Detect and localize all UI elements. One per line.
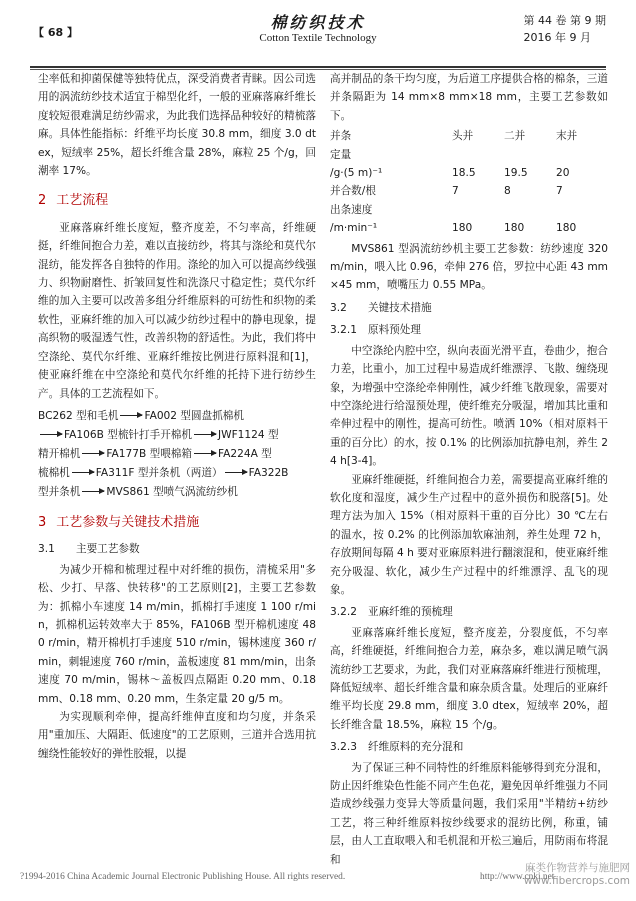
section-3-1-number: 3.1: [38, 543, 55, 556]
section-3-2-1-paragraph-1: 中空涤纶内腔中空，纵向表面光滑平直，卷曲少，抱合力差，比重小，加工过程中易造成纤维漂浮、飞散、缠绕现象，为增强中空涤纶牵伸刚性，减少纤维飞散现象，需要对中空涤纶进行给湿预处理，使纤维充分吸湿，增加其比重和牵伸过程中的刚性，提高可纺性。喷洒 10%（相对原料干重的百分比）的水，按 0.1% 的比例添加抗静电剂，养生 24 h[3-4]。: [330, 344, 608, 468]
page-number: 【 68 】: [33, 26, 78, 39]
flow-step: 精开棉机: [38, 447, 81, 460]
right-column: [330, 70, 608, 869]
section-2-heading: [38, 192, 316, 210]
section-3-2-1-heading: [330, 321, 608, 339]
arrow-icon: [82, 491, 104, 492]
page-header: [0, 8, 636, 68]
table-cell: /m·min⁻¹: [330, 222, 378, 235]
flow-line-5: [38, 483, 316, 502]
left-column: [38, 70, 316, 763]
section-3-number: 3: [38, 514, 47, 530]
table-cell: /g·(5 m)⁻¹: [330, 167, 383, 180]
volume-issue: 第 44 卷 第 9 期: [523, 14, 606, 27]
table-cell: [504, 146, 556, 164]
table-header-row: [330, 127, 608, 145]
table-cell: 并合数/根: [330, 185, 376, 198]
arrow-icon: [225, 472, 247, 473]
issue-info: [524, 12, 606, 46]
copyright-notice: ?1994-2016 China Academic Journal Electronic Publishing House. All rights reserved.: [20, 872, 346, 882]
watermark-cn: 麻类作物营养与施肥网: [525, 862, 630, 874]
table-cell: 180: [452, 222, 473, 235]
table-cell: [504, 201, 556, 219]
flow-step: 梳棉机: [38, 466, 70, 479]
table-row: [330, 201, 608, 219]
section-3-2-2-paragraph: 亚麻落麻纤维长度短，整齐度差，分裂度低，不匀率高，纤维硬挺，纤维间抱合力差，麻杂多，难以满足喷气涡流纺纱工艺要求，为此，我们对亚麻落麻纤维进行预梳理，降低短绒率、超长纤维含量和麻杂质含量。处理后的亚麻纤维平均长度 29.8 mm，细度 3.0 dtex，短绒率 20%，超长纤维含量 18.5%，麻粒 15 个/g。: [330, 626, 608, 731]
flow-step: BC262 型和毛机: [38, 409, 119, 422]
table-cell: 19.5: [504, 167, 528, 180]
section-3-2-3-number: 3.2.3: [330, 741, 357, 754]
table-cell: [452, 146, 504, 164]
table-header-cell: 并条: [330, 130, 352, 143]
watermark: [524, 862, 630, 888]
arrow-icon: [194, 453, 216, 454]
table-header-cell: 头并: [452, 130, 474, 143]
intro-paragraph: 尘率低和抑菌保健等独特优点，深受消费者青睐。因公司选用的涡流纺纱技术适宜于棉型化纤，一般的亚麻落麻纤维长度较短很难满足纺纱需求，为此我们选择品种较好的精梳落麻。具体性能指标：纤维平均长度 30.8 mm，细度 3.0 dtex，短绒率 25%，超长纤维含量 28%，麻粒 25 个/g，回潮率 17%。: [38, 73, 316, 178]
section-3-2-3-heading: [330, 738, 608, 756]
table-cell: [556, 201, 608, 219]
section-3-1-paragraph-2: 为实现顺利牵伸，提高纤维伸直度和均匀度，并条采用"重加压、大隔距、低速度"的工艺原则，三道并合选用抗缠绕性能较好的弹性胶辊，以提: [38, 710, 316, 760]
section-3-2-1-paragraph-2: 亚麻纤维硬挺，纤维间抱合力差，需要提高亚麻纤维的软化度和湿度，减少生产过程中的意外损伤和脱落[5]。处理方法为加入 15%（相对原料干重的百分比）30 ℃左右的温水，按 0.2% 的比例添加软麻油剂，养生处理 72 h，存放期间每隔 4 h 要对亚麻原料进行翻滚混和，使亚麻纤维充分吸湿、软化，减少生产过程中的纤维漂浮、乱飞的现象。: [330, 473, 608, 596]
section-3-2-heading: [330, 299, 608, 317]
table-row: [330, 164, 608, 182]
flow-step: FA311F 型并条机（两道）: [95, 466, 223, 479]
flow-line-1: [38, 407, 316, 426]
section-3-2-number: 3.2: [330, 301, 347, 314]
flow-step: 型并条机: [38, 485, 81, 498]
flow-step: FA224A 型: [217, 447, 272, 460]
table-cell: 180: [556, 222, 577, 235]
journal-title-en: Cotton Textile Technology: [259, 32, 377, 44]
table-cell: 7: [556, 185, 563, 198]
flow-step: FA106B 型梳针打手开棉机: [64, 428, 192, 441]
table-cell: 定量: [330, 148, 352, 161]
section-3-heading: [38, 514, 316, 532]
section-3-2-3-title: 纤维原料的充分混和: [368, 741, 464, 754]
table-cell: 出条速度: [330, 203, 373, 216]
section-3-1-paragraph-1: 为减少开棉和梳理过程中对纤维的损伤，清梳采用"多松、少打、早落、快转移"的工艺原则[2]，主要工艺参数为：抓棉小车速度 14 m/min，抓棉打手速度 1 100 r/min，抓棉机运转效率大于 85%，FA106B 型开棉机速度 480 r/min，精开棉机打手速度 510 r/min，锡林速度 360 r/min，刺辊速度 760 r/min，盖板速度 81 mm/min，出条速度 70 m/min，锡林～盖板四点隔距 0.20 mm、0.18 mm、0.18 mm、0.20 mm，生条定量 20 g/5 m。: [38, 563, 316, 705]
flow-line-3: [38, 445, 316, 464]
flow-line-4: [38, 464, 316, 483]
section-2-number: 2: [38, 193, 47, 209]
table-cell: [452, 201, 504, 219]
flow-step: JWF1124 型: [217, 428, 279, 441]
table-row: [330, 146, 608, 164]
section-3-2-3-paragraph: 为了保证三种不同特性的纤维原料能够得到充分混和，防止因纤维染色性能不同产生色花，避免因单纤维强力不同造成纱线强力变异大等质量问题，我们采用"半精纺+纺纱工艺，将三种纤维原料按纱线要求的混纺比例，称重，铺层，由人工直取喂入和毛机混和开松三遍后，用防雨布将混和: [330, 761, 608, 866]
arrow-icon: [82, 453, 104, 454]
table-header-cell: 二并: [504, 130, 526, 143]
table-cell: 180: [504, 222, 525, 235]
issue-date: 2016 年 9 月: [523, 31, 591, 44]
section-3-2-2-number: 3.2.2: [330, 606, 357, 619]
section-3-1-title: 主要工艺参数: [76, 543, 140, 556]
table-cell: 18.5: [452, 167, 476, 180]
drawing-params-table: [330, 127, 608, 237]
arrow-icon: [72, 472, 94, 473]
flow-step: FA177B 型喂棉箱: [106, 447, 192, 460]
cnki-link[interactable]: http://www.cnki.net: [480, 872, 555, 882]
table-cell: 7: [452, 185, 459, 198]
arrow-icon: [40, 434, 62, 435]
table-header-cell: 末并: [556, 130, 578, 143]
table-row: [330, 182, 608, 200]
drawing-paragraph: 高并制品的条干均匀度，为后道工序提供合格的棉条，三道并条隔距为 14 mm×8 mm×18 mm，主要工艺参数如下。: [330, 73, 608, 122]
arrow-icon: [120, 415, 142, 416]
section-3-2-1-number: 3.2.1: [330, 324, 357, 337]
table-cell: 20: [556, 167, 570, 180]
table-row: [330, 219, 608, 237]
spinning-params-paragraph: MVS861 型涡流纺纱机主要工艺参数：纺纱速度 320 m/min，喂入比 0.96，牵伸 276 倍，罗拉中心距 43 mm×45 mm，喷嘴压力 0.55 MPa。: [330, 242, 608, 292]
section-3-2-2-heading: [330, 603, 608, 621]
header-rule: [30, 66, 606, 68]
section-2-paragraph: 亚麻落麻纤维长度短，整齐度差，不匀率高，纤维硬挺，纤维间抱合力差，难以直接纺纱，将其与涤纶和莫代尔混纺，能发挥各自独特的作用。涤纶的加入可以提高纱线强力、织物耐磨性、折皱回复性和洗涤尺寸稳定性；莫代尔纤维的加入主要可以改善多组分纤维原料的可纺性和织物的柔软性，亚麻纤维的加入可以减少纺纱过程中的静电现象，提高织物的吸湿透气性，改善织物的舒适性。为此，我们将中空涤纶、莫代尔纤维、亚麻纤维按比例进行原料混和[1]，使亚麻纤维在中空涤纶和莫代尔纤维的托持下进行纺纱生产。具体的工艺流程如下。: [38, 221, 316, 400]
section-2-title: 工艺流程: [56, 193, 109, 209]
section-3-1-heading: [38, 540, 316, 558]
watermark-url: www.fibercrops.com: [523, 875, 630, 887]
section-3-2-title: 关键技术措施: [368, 301, 432, 314]
table-cell: 8: [504, 185, 511, 198]
table-cell: [556, 146, 608, 164]
journal-title-cn: 棉纺织技术: [270, 13, 366, 32]
flow-step: FA322B: [248, 466, 289, 479]
flow-step: FA002 型圆盘抓棉机: [144, 409, 244, 422]
flow-line-2: [38, 426, 316, 445]
section-3-2-2-title: 亚麻纤维的预梳理: [368, 606, 453, 619]
section-3-title: 工艺参数与关键技术措施: [56, 514, 200, 530]
flow-step: MVS861 型喷气涡流纺纱机: [106, 485, 238, 498]
section-3-2-1-title: 原料预处理: [368, 324, 421, 337]
process-flow: [38, 407, 316, 502]
arrow-icon: [194, 434, 216, 435]
